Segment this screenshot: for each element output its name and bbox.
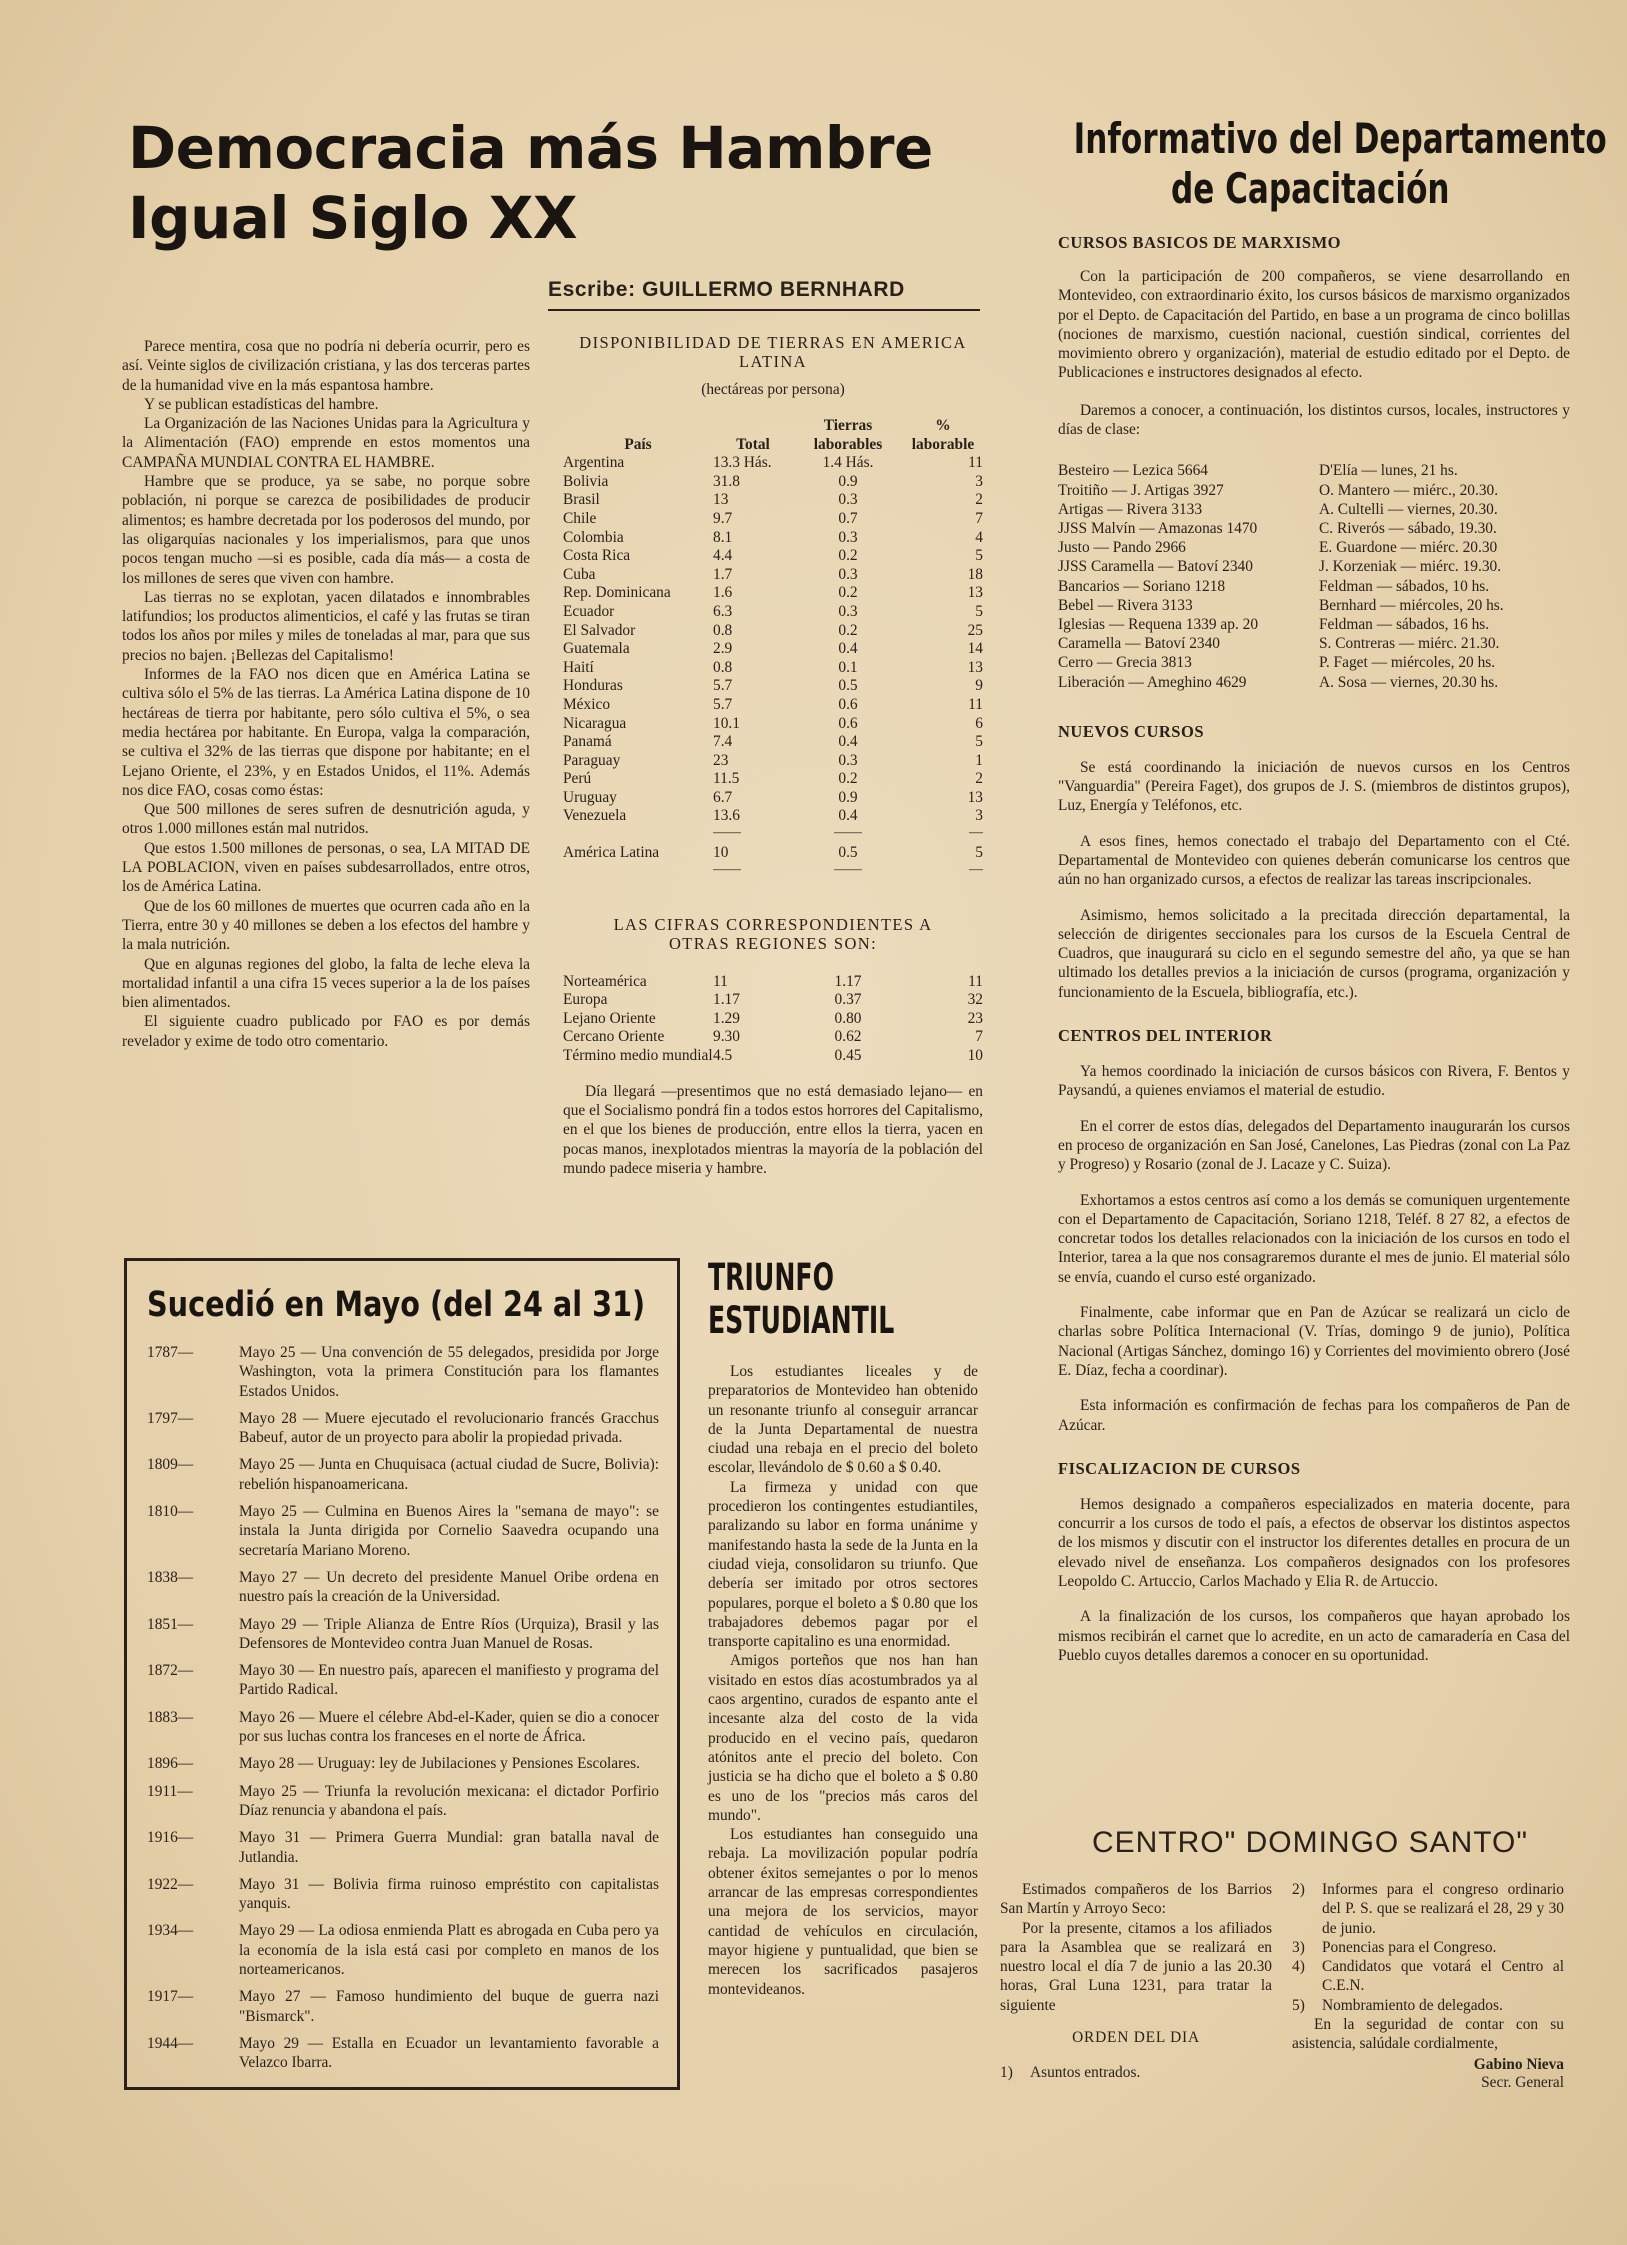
table-cell: 11 (713, 972, 728, 990)
event-text: Mayo 30 — En nuestro país, aparecen el manifiesto y programa del Partido Radical. (239, 1662, 659, 1699)
table-row (563, 991, 983, 1010)
table-cell: 13 (967, 584, 983, 602)
table-row (563, 491, 983, 510)
table-row (563, 640, 983, 659)
table-title: DISPONIBILIDAD DE TIERRAS EN AMERICA LATINA (579, 333, 967, 371)
curso-local: Artigas — Rivera 3133 (1058, 500, 1203, 518)
orden-text: Candidatos que votará el Centro al C.E.N. (1322, 1958, 1564, 1995)
table-cell: 2.9 (713, 640, 733, 658)
event-item (147, 1754, 659, 1773)
curso-local: Bancarios — Soriano 1218 (1058, 577, 1226, 595)
table-cell: 0.3 (838, 565, 858, 583)
table-cell: 4.4 (713, 547, 733, 565)
table-cell: 0.1 (838, 658, 858, 676)
cursos-heading: CURSOS BASICOS DE MARXISMO (1058, 233, 1342, 252)
table-cell: Cercano Oriente (563, 1028, 665, 1046)
table-row (563, 973, 983, 992)
table-cell: Brasil (563, 491, 600, 509)
table-row (563, 659, 983, 678)
event-text: Mayo 25 — Junta en Chuquisaca (actual ciudad de Sucre, Bolivia): rebelión hispanoamericana. (239, 1456, 659, 1493)
table-cell: Lejano Oriente (563, 1009, 656, 1027)
event-year: 1934— (147, 1922, 194, 1940)
article-paragraph: Que 500 millones de seres sufren de desnutrición aguda, y otros 1.000 millones están mal nutridos. (122, 801, 530, 838)
table-cell: 18 (967, 565, 983, 583)
event-year: 1838— (147, 1568, 194, 1586)
event-item (147, 1661, 659, 1700)
table-cell: 0.2 (838, 584, 858, 602)
table-closing: Día llegará —presentimos que no está demasiado lejano— en que el Socialismo pondrá fin a todos estos horrores del Capitalismo, en el que los bienes de producción, entre ellos la tierra, yacen en pocas manos, inexplotados mientras la mayoría de la población del mundo padece miseria y hambre. (563, 1082, 983, 1177)
table-cell: 0.9 (838, 788, 858, 806)
event-text: Mayo 25 — Culmina en Buenos Aires la "semana de mayo": se instala la Junta dirigida por Cornelio Saavedra ocupando una secretaría Mariano Moreno. (239, 1503, 659, 1559)
orden-text: Informes para el congreso ordinario del P. S. que se realizará el 28, 29 y 30 de junio. (1322, 1881, 1564, 1937)
table-cell: Colombia (563, 528, 624, 546)
orden-heading: ORDEN DEL DIA (1072, 2029, 1200, 2047)
centro-right (1292, 1880, 1564, 2092)
event-item (147, 1987, 659, 2026)
table-cell: 1.7 (713, 565, 733, 583)
event-item (147, 1828, 659, 1867)
table-cell: Venezuela (563, 807, 627, 825)
table-cell: 11.5 (713, 770, 740, 788)
land-table: Tierras % País Total laborables laborable Argentina 13.3 Hás. 1.4 Hás. 11 Bolivia 31.8 0.9 3 Brasil 13 0.3 2 Chile 9.7 0.7 7 Colombia 8.1 0.3 4 Costa Rica 4.4 0.2 5 Cuba 1.7 0.3 18 Rep. Dominicana 1.6 0.2 13 Ecuador 6.3 0.3 5 El Salvador 0.8 0.2 25 Guatemala 2.9 0.4 14 Haití 0.8 0.1 13 Honduras 5.7 0.5 9 México 5.7 0.6 11 Nicaragua 10.1 0.6 6 Panamá 7.4 0.4 5 Paraguay 23 0.3 1 Perú 11.5 0.2 2 Uruguay 6.7 0.9 13 Venezuela 13.6 0.4 3 (563, 417, 983, 825)
article-paragraph: Que de los 60 millones de muertes que ocurren cada año en la Tierra, entre 30 y 40 millones se deben a los efectos del hambre y la mala nutrición. (122, 897, 530, 954)
table-cell: 0.3 (838, 528, 858, 546)
table-cell: 5 (975, 844, 983, 862)
centro-title: CENTRO" DOMINGO SANTO" (1091, 1826, 1529, 1859)
table-cell: 9 (975, 677, 983, 695)
event-year: 1883— (147, 1708, 194, 1726)
table-row (563, 454, 983, 473)
table-cell: 0.2 (838, 770, 858, 788)
curso-instructor: A. Sosa — viernes, 20.30 hs. (1319, 673, 1499, 691)
triunfo-title-1: TRIUNFO (708, 1256, 834, 1299)
table-subtitle: (hectáreas por persona) (701, 381, 845, 398)
table-cell: 25 (967, 621, 983, 639)
article-paragraph: Informes de la FAO nos dicen que en América Latina se cultiva sólo el 5% de las tierras. La América Latina dispone de 10 hectáreas de tierra por habitante, pero sólo cultiva el 5%, o sea media hectárea por habitante. En Europa, valga la comparación, se cultiva el 32% de las tierras que dispone por habitante; en el Lejano Oriente, el 23%, y en Estados Unidos, el 11%. Además nos dice FAO, cosas como éstas: (122, 666, 530, 799)
informativo-title-2: de Capacitación (1170, 164, 1450, 213)
event-item (147, 1921, 659, 1979)
event-item (147, 1875, 659, 1914)
orden-item (1000, 2063, 1272, 2082)
table-cell: 0.7 (838, 509, 858, 527)
table-total-row (563, 844, 983, 863)
table-row (563, 510, 983, 529)
event-year: 1851— (147, 1615, 194, 1633)
table-cell: 7 (975, 1028, 983, 1046)
article-paragraph: Que estos 1.500 millones de personas, o sea, LA MITAD DE LA POBLACION, viven en países subdesarrollados, entre otros, los de América Latina. (122, 839, 530, 896)
table-cell: Panamá (563, 733, 612, 751)
table-rule: —— —— — (713, 825, 983, 841)
table-cell: Chile (563, 509, 597, 527)
event-item (147, 1343, 659, 1401)
curso-instructor: J. Korzeniak — miérc. 19.30. (1319, 558, 1502, 576)
fisc-paragraph: Hemos designado a compañeros especializados en materia docente, para concurrir a los cursos de todo el país, a efectos de observar los distintos aspectos de los mismos y discutir con el instructor los diferentes detalles en procura de un elevado nivel de enseñanza. Los compañeros designados con los profesores Leopoldo C. Artuccio, Carlos Machado y Elia R. de Artuccio. (1058, 1495, 1570, 1591)
table-cell: 0.8 (713, 621, 733, 639)
informativo-title (1050, 114, 1607, 214)
table-cell: 0.80 (834, 1009, 862, 1027)
event-year: 1896— (147, 1755, 194, 1773)
table-cell: 0.9 (838, 472, 858, 490)
orden-item (1292, 1996, 1564, 2015)
centro-left (1000, 1880, 1272, 2082)
table-cell: 11 (968, 454, 983, 472)
table-cell: Perú (563, 770, 592, 788)
table-cell: 5 (975, 547, 983, 565)
table-cell: 0.5 (838, 677, 858, 695)
th-total: Total (736, 435, 770, 453)
table-row (563, 677, 983, 696)
table-row (563, 473, 983, 492)
table-cell: 5 (975, 733, 983, 751)
event-year: 1809— (147, 1456, 194, 1474)
byline: Escribe: GUILLERMO BERNHARD (548, 278, 905, 301)
table-cell: 0.62 (834, 1028, 862, 1046)
table-cell: 0.37 (834, 991, 862, 1009)
table-cell: 5.7 (713, 695, 733, 713)
orden-number: 5) (1292, 1996, 1305, 2014)
event-year: 1911— (147, 1782, 193, 1800)
nuevos-paragraph: Asimismo, hemos solicitado a la precitada dirección departamental, la selección de dirigentes seccionales para los cursos de la Escuela Central de Cuadros, que inaugurará su ciclo en el segundo semestre del año, ya que se han ultimado los detalles previos a la iniciación de cursos (programa, organización y funcionamiento de la Escuela, bibliografía, etc.). (1058, 906, 1570, 1001)
article-paragraph: El siguiente cuadro publicado por FAO es por demás revelador y exime de todo otro comentario. (122, 1013, 530, 1050)
table-cell: 0.4 (838, 807, 858, 825)
event-text: Mayo 29 — La odiosa enmienda Platt es abrogada en Cuba pero ya la economía de la isla está casi por completo en manos de los norteamericanos. (239, 1922, 659, 1979)
event-text: Mayo 25 — Triunfa la revolución mexicana: el dictador Porfirio Díaz renuncia y abandona el país. (239, 1782, 659, 1819)
table-row (563, 529, 983, 548)
event-text: Mayo 28 — Uruguay: ley de Jubilaciones y Pensiones Escolares. (239, 1755, 640, 1773)
curso-local: Caramella — Batoví 2340 (1058, 635, 1220, 653)
curso-instructor: Feldman — sábados, 10 hs. (1319, 577, 1490, 595)
table-row (563, 584, 983, 603)
table-cell: Rep. Dominicana (563, 584, 671, 602)
event-year: 1872— (147, 1662, 194, 1680)
table-cell: 11 (968, 695, 983, 713)
total-table (563, 844, 983, 863)
table-row (563, 1047, 983, 1066)
table-cell: Honduras (563, 677, 623, 695)
table-cell: 8.1 (713, 528, 733, 546)
table-cell: 5 (975, 602, 983, 620)
centro-closing: En la seguridad de contar con su asistencia, salúdale cordialmente, (1292, 2016, 1564, 2053)
centros-paragraph: Finalmente, cabe informar que en Pan de Azúcar se realizará un ciclo de charlas sobre Política Internacional (V. Trías, domingo 9 de junio), Política Nacional (Artigas Sánchez, domingo 16) y Corrientes del movimiento obrero (José E. Díaz, fecha a coordinar). (1058, 1304, 1570, 1379)
orden-item (1292, 1957, 1564, 1996)
table-cell: 0.2 (838, 547, 858, 565)
table-row (563, 715, 983, 734)
other-regions-title: LAS CIFRAS CORRESPONDIENTES A OTRAS REGIONES SON: (613, 914, 933, 953)
orden-number: 4) (1292, 1958, 1305, 1976)
table-cell: Europa (563, 991, 608, 1009)
table-cell: Ecuador (563, 602, 615, 620)
table-cell: 6.3 (713, 602, 733, 620)
centros-paragraph: En el correr de estos días, delegados del Departamento inaugurarán los cursos en proceso de organización en San José, Canelones, Las Piedras (zonal con La Paz y Progreso) y Rosario (zonal de J. Lacaze y C. Suiza). (1058, 1117, 1570, 1174)
table-row (563, 752, 983, 771)
table-cell: Guatemala (563, 640, 630, 658)
curso-local: Bebel — Rivera 3133 (1058, 596, 1193, 614)
table-cell: 1.6 (713, 584, 733, 602)
triunfo-paragraph: Los estudiantes han conseguido una rebaja. La movilización popular podría obtener éxitos semejantes o por lo menos arrancar de las empresas correspondientes una mejora de los servicios, mayor cantidad de vehículos en circulación, mayor higiene y puntualidad, que bien se merecen los sacrificados pasajeros montevideanos. (708, 1826, 978, 1998)
event-text: Mayo 25 — Una convención de 55 delegados, presidida por Jorge Washington, vota la primera Constitución para los flamantes Estados Unidos. (239, 1344, 659, 1400)
curso-local: Justo — Pando 2966 (1058, 539, 1186, 557)
event-item (147, 1409, 659, 1448)
table-cell: 0.5 (838, 844, 858, 862)
table-cell: 0.45 (834, 1047, 862, 1065)
event-year: 1916— (147, 1829, 194, 1847)
table-row (563, 770, 983, 789)
byline-rule (548, 309, 980, 311)
article-paragraph: Hambre que se produce, ya se sabe, no porque sobre población, ni porque se carezca de posibilidades de producir alimentos; es hambre decretada por los poderosos del mundo, por las oligarquías nacionales y los imperialismos, para que unos pocos tengan mucho —si es posible, cada día más— a costa de los millones de seres que viven con hambre. (122, 473, 530, 587)
triunfo-block (708, 1256, 978, 1999)
curso-instructor: A. Cultelli — viernes, 20.30. (1319, 500, 1498, 518)
table-cell: América Latina (563, 844, 660, 862)
article-paragraph: Las tierras no se explotan, yacen dilatados e innombrables latifundios; los productos alimenticios, el café y las frutas se tiran todos los años por miles y miles de toneladas al mar, para que sus precios no bajen. ¡Bellezas del Capitalismo! (122, 588, 530, 664)
orden-item (1292, 1880, 1564, 1938)
triunfo-paragraph: Los estudiantes liceales y de preparatorios de Montevideo han obtenido un resonante triunfo al conseguir arrancar de la Junta Departamental de nuestra ciudad una rebaja en el precio del boleto escolar, llevándolo de $ 0.60 a $ 0.40. (708, 1363, 978, 1477)
curso-instructor: Bernhard — miércoles, 20 hs. (1319, 596, 1504, 614)
table-cell: 31.8 (713, 472, 740, 490)
event-item (147, 1782, 659, 1821)
table-cell: 0.6 (838, 714, 858, 732)
table-cell: 23 (713, 751, 729, 769)
table-row (563, 1028, 983, 1047)
event-text: Mayo 31 — Bolivia firma ruinoso empréstito con capitalistas yanquis. (239, 1875, 659, 1913)
table-cell: 2 (975, 770, 983, 788)
table-cell: 0.3 (838, 751, 858, 769)
event-year: 1944— (147, 2034, 194, 2052)
triunfo-paragraph: Amigos porteños que nos han han visitado en estos días acostumbrados ya al caos argentino, curados de espanto ante el incesante alza del costo de la vida producido en el vecino país, quedaron atónitos ante el precio del boleto. Con justicia se ha dicho que el boleto a $ 0.80 es uno de los "precios más caros del mundo". (708, 1652, 978, 1824)
event-text: Mayo 27 — Un decreto del presidente Manuel Oribe ordena en nuestro país la creación de la Universidad. (239, 1568, 659, 1606)
curso-instructor: S. Contreras — miérc. 21.30. (1319, 635, 1500, 653)
table-cell: 0.4 (838, 733, 858, 751)
table-cell: Haití (563, 658, 594, 676)
table-cell: Término medio mundial (563, 1047, 713, 1065)
nuevos-paragraph: Se está coordinando la iniciación de nuevos cursos en los Centros "Vanguardia" (Pereira Faget), dos grupos de J. S. (miembros de distintos grupos), Luz, Energía y Teléfonos, etc. (1058, 758, 1570, 815)
event-item (147, 1615, 659, 1654)
orden-text: Nombramiento de delegados. (1322, 1996, 1503, 2014)
curso-local: Liberación — Ameghino 4629 (1058, 673, 1247, 691)
article-paragraph: Y se publican estadísticas del hambre. (144, 395, 379, 413)
orden-text: Ponencias para el Congreso. (1322, 1938, 1497, 1956)
table-row (563, 622, 983, 641)
article-body (122, 337, 530, 1051)
table-cell: 14 (967, 640, 983, 658)
event-text: Mayo 29 — Triple Alianza de Entre Ríos (Urquiza), Brasil y las Defensores de Montevideo contra Juan Manuel de Rosas. (239, 1615, 659, 1652)
informativo-title-1: Informativo del Departamento (1073, 114, 1607, 163)
curso-instructor: C. Riverós — sábado, 19.30. (1319, 519, 1497, 537)
table-cell: 6 (975, 714, 983, 732)
curso-local: JJSS Malvín — Amazonas 1470 (1058, 519, 1258, 537)
table-cell: 1.4 Hás. (822, 454, 874, 472)
table-cell: 13 (713, 491, 729, 509)
table-cell: 10.1 (713, 714, 740, 732)
table-cell: 1.17 (834, 972, 862, 990)
triunfo-title-2: ESTUDIANTIL (708, 1299, 895, 1342)
centros-paragraph: Esta información es confirmación de fechas para los compañeros de Pan de Azúcar. (1058, 1397, 1570, 1434)
centros-paragraph: Exhortamos a estos centros así como a los demás se comuniquen urgentemente con el Departamento de Capacitación, Soriano 1218, Teléf. 8 27 82, a efectos de concretar todos los detalles relacionados con la iniciación de los cursos en todo el Interior, tarea a la que nos consagraremos durante el mes de junio. El material sólo se envía, cuando el curso esté organizado. (1058, 1191, 1570, 1286)
table-row (563, 696, 983, 715)
table-cell: 7.4 (713, 733, 733, 751)
centro-paragraph: Por la presente, citamos a los afiliados para la Asamblea que se realizará en nuestro local el día 7 de junio a las 20.30 horas, Gral Luna 1231, para tratar la siguiente (1000, 1919, 1272, 2014)
other-regions-table (563, 973, 983, 1066)
table-cell: Nicaragua (563, 714, 627, 732)
table-row (563, 733, 983, 752)
table-cell: 7 (975, 509, 983, 527)
table-cell: Bolivia (563, 472, 609, 490)
curso-local: Iglesias — Requena 1339 ap. 20 (1058, 616, 1259, 633)
orden-number: 3) (1292, 1938, 1305, 1956)
event-item (147, 2034, 659, 2073)
table-cell: 5.7 (713, 677, 733, 695)
event-text: Mayo 28 — Muere ejecutado el revolucionario francés Gracchus Babeuf, autor de un proyecto para abolir la propiedad privada. (239, 1409, 659, 1447)
event-year: 1810— (147, 1503, 194, 1521)
table-row (563, 789, 983, 808)
table-cell: 23 (967, 1009, 983, 1027)
table-cell: 4.5 (713, 1047, 733, 1065)
table-cell: El Salvador (563, 621, 636, 639)
table-cell: 13.3 Hás. (713, 454, 772, 472)
th-pais: País (624, 435, 652, 453)
event-item (147, 1708, 659, 1747)
table-cell: 10 (713, 844, 729, 862)
sucedio-title: Sucedió en Mayo (del 24 al 31) (147, 1285, 646, 1325)
nuevos-heading: NUEVOS CURSOS (1058, 721, 1204, 741)
event-text: Mayo 29 — Estalla en Ecuador un levantamiento favorable a Velazco Ibarra. (239, 2034, 659, 2072)
table-cell: Costa Rica (563, 547, 631, 565)
table-cell: 10 (967, 1047, 983, 1065)
table-row (563, 807, 983, 826)
curso-instructor: E. Guardone — miérc. 20.30 (1319, 539, 1498, 557)
curso-instructor: P. Faget — miércoles, 20 hs. (1319, 654, 1496, 672)
table-cell: Uruguay (563, 788, 617, 806)
article-paragraph: La Organización de las Naciones Unidas para la Agricultura y la Alimentación (FAO) emprende en estos momentos una CAMPAÑA MUNDIAL CONTRA EL HAMBRE. (122, 415, 530, 471)
table-cell: 11 (968, 972, 983, 990)
table-row (563, 547, 983, 566)
curso-instructor: Feldman — sábados, 16 hs. (1319, 616, 1490, 633)
event-year: 1797— (147, 1409, 194, 1427)
headline-line-1: Democracia más Hambre (128, 114, 933, 182)
table-cell: 0.8 (713, 658, 733, 676)
cursos-paragraph: Con la participación de 200 compañeros, se viene desarrollando en Montevideo, con extraordinario éxito, los cursos básicos de marxismo organizados por el Depto. de Capacitación del Partido, en base a un programa de cinco bolillas (nociones de marxismo, cuestión nacional, cuestión sindical, corrientes del movimiento obrero y organización), material de estudio editado por el Depto. de Publicaciones e instructores designados al efecto. (1058, 268, 1570, 382)
fisc-paragraph: A la finalización de los cursos, los compañeros que hayan aprobado los mismos recibirán el carnet que lo acredite, en un acto de camaradería en Casa del Pueblo cuyos detalles daremos a conocer en su oportunidad. (1058, 1608, 1570, 1664)
table-cell: Norteamérica (563, 972, 647, 990)
table-cell: 1.17 (713, 991, 740, 1009)
main-headline (128, 113, 988, 253)
signature-role: Secr. General (1481, 2073, 1564, 2091)
curso-instructor: D'Elía — lunes, 21 hs. (1319, 462, 1458, 480)
curso-local: Cerro — Grecia 3813 (1058, 654, 1192, 672)
table-cell: Paraguay (563, 751, 621, 769)
curso-local: Besteiro — Lezica 5664 (1058, 462, 1209, 480)
orden-number: 2) (1292, 1881, 1305, 1898)
event-text: Mayo 31 — Primera Guerra Mundial: gran batalla naval de Jutlandia. (239, 1829, 659, 1866)
event-year: 1787— (147, 1344, 194, 1361)
triunfo-paragraph: La firmeza y unidad con que procedieron los contingentes estudiantiles, paralizando su labor en forma unánime y manifestando hasta la sede de la Junta en la ciudad vieja, consolidaron su triunfo. Que debería ser imitado por otros sectores populares, porque el boleto a $ 0.80 que los trabajadores debemos pagar por el transporte capitalino es una enormidad. (708, 1478, 978, 1651)
table-cell: 0.6 (838, 695, 858, 713)
triunfo-body (708, 1362, 978, 1999)
event-item (147, 1502, 659, 1560)
centros-heading: CENTROS DEL INTERIOR (1058, 1026, 1273, 1046)
centros-paragraph: Ya hemos coordinado la iniciación de cursos básicos con Rivera, F. Bentos y Paysandú, a quienes enviamos el material de estudio. (1058, 1063, 1570, 1100)
table-cell: 1.29 (713, 1009, 740, 1027)
table-row (563, 1010, 983, 1029)
cursos-paragraph: Daremos a conocer, a continuación, los distintos cursos, locales, instructores y días de clase: (1058, 401, 1570, 439)
curso-local: JJSS Caramella — Batoví 2340 (1058, 558, 1253, 576)
orden-number: 1) (1000, 2064, 1013, 2082)
land-table-block: DISPONIBILIDAD DE TIERRAS EN AMERICA LATINA (hectáreas por persona) Tierras % País Total laborables laborable Argentina 13.3 Hás. 1.4 Hás. 11 Bolivia 31.8 0.9 3 Brasil 13 0.3 2 Chile 9.7 0.7 7 Colombia 8.1 0.3 4 Costa Rica 4.4 0.2 5 Cuba 1.7 0.3 18 Rep. Dominicana 1.6 0.2 13 Ecuador 6.3 0.3 5 El Salvador 0.8 0.2 25 Guatemala 2.9 0.4 14 Haití 0.8 0.1 13 Honduras 5.7 0.5 9 México 5.7 0.6 11 Nicaragua 10.1 0.6 6 Panamá 7.4 0.4 5 Paraguay 23 0.3 1 Perú 11.5 0.2 2 Uruguay 6.7 0.9 13 Venezuela 13.6 0.4 3 —— —— — América Latina 10 0.5 5 —— —— — LAS CIFRAS CORRESPONDIENTES A OTRAS REGIONES SON: Norteamérica 11 1.17 11 Europa 1.17 0.37 32 Lejano Oriente 1.29 0.80 23 Cercano Oriente 9.30 0.62 7 Término medio mundial 4.5 0.45 10 Día llegará —presentimos que no está demasiado lejano— en que el Socialismo pondrá fin a todos estos horrores del Capitalismo, en el que los bienes de producción, entre ellos la tierra, yacen en pocas manos, inexplotados mientras la mayoría de la población del mundo padece miseria y hambre. (563, 333, 983, 1177)
locales-list (1058, 461, 1570, 691)
headline-line-2: Igual Siglo XX (128, 184, 578, 252)
table-cell: 0.4 (838, 640, 858, 658)
nuevos-paragraph: A esos fines, hemos conectado el trabajo del Departamento con el Cté. Departamental de Montevideo con quienes deberán comunicarse los centros que aún no han organizado cursos, a efectos de realizar las tareas inscripcionales. (1058, 832, 1570, 889)
table-cell: Argentina (563, 454, 625, 472)
table-cell: 6.7 (713, 788, 733, 806)
event-text: Mayo 27 — Famoso hundimiento del buque de guerra nazi "Bismarck". (239, 1988, 659, 2025)
curso-local: Troitiño — J. Artigas 3927 (1058, 481, 1224, 499)
article-paragraph: Que en algunas regiones del globo, la falta de leche eleva la mortalidad infantil a una cifra 15 veces superior a la de los países bien alimentados. (122, 955, 530, 1012)
curso-instructor: O. Mantero — miérc., 20.30. (1319, 481, 1499, 499)
table-cell: 0.3 (838, 602, 858, 620)
table-cell: 9.7 (713, 509, 733, 527)
table-cell: 0.2 (838, 621, 858, 639)
table-cell: 2 (975, 491, 983, 509)
table-cell: Cuba (563, 565, 596, 583)
table-cell: 3 (975, 472, 983, 490)
table-cell: 13 (967, 658, 983, 676)
centro-paragraph: Estimados compañeros de los Barrios San Martín y Arroyo Seco: (1000, 1881, 1272, 1918)
events-list (147, 1343, 659, 2073)
table-cell: 4 (975, 528, 983, 546)
fisc-heading: FISCALIZACION DE CURSOS (1058, 1458, 1301, 1478)
event-year: 1922— (147, 1875, 194, 1893)
table-cell: 3 (975, 807, 983, 825)
table-cell: 9.30 (713, 1028, 740, 1046)
table-cell: 0.3 (838, 491, 858, 509)
event-item (147, 1455, 659, 1494)
table-cell: 13.6 (713, 807, 740, 825)
orden-text: Asuntos entrados. (1030, 2064, 1141, 2082)
table-cell: 32 (967, 991, 983, 1009)
table-cell: 13 (967, 788, 983, 806)
sucedio-box (124, 1258, 680, 2090)
orden-item (1292, 1938, 1564, 1957)
signature: Gabino Nieva (1473, 2055, 1564, 2073)
event-item (147, 1568, 659, 1607)
table-row (563, 603, 983, 622)
article-paragraph: Parece mentira, cosa que no podría ni debería ocurrir, pero es así. Veinte siglos de civilización cristiana, y las dos terceras partes de la humanidad vive en la más espantosa hambre. (122, 338, 530, 394)
event-text: Mayo 26 — Muere el célebre Abd-el-Kader, quien se dio a conocer por sus luchas contra los franceses en el norte de África. (239, 1708, 659, 1746)
table-cell: México (563, 695, 611, 713)
table-cell: 1 (975, 751, 983, 769)
event-year: 1917— (147, 1988, 194, 2006)
table-row (563, 566, 983, 585)
informativo-body (1058, 233, 1570, 1665)
